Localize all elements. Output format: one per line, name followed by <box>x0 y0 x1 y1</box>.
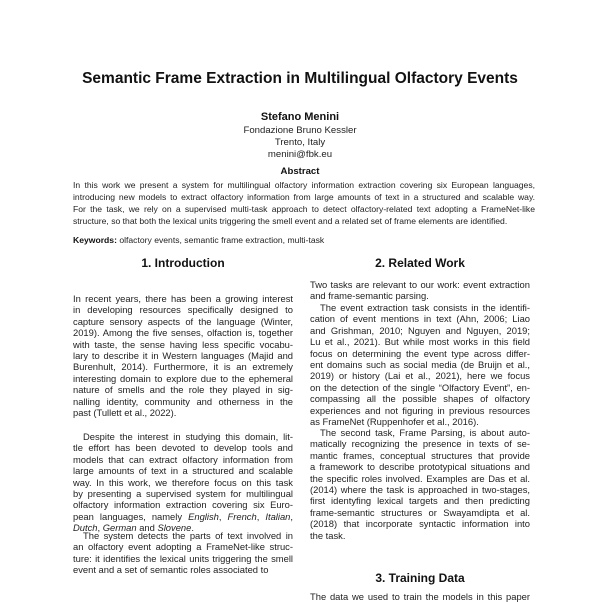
text-line: and Grishman, 2010; Nguyen and Nguyen, 2019; <box>310 324 530 336</box>
keywords-list: olfactory events, semantic frame extraction, multi-task <box>119 235 325 245</box>
text-line: models that can extract olfactory information from <box>73 453 293 465</box>
text-line: The second task, Frame Parsing, is about auto- <box>320 427 530 438</box>
author-name: Stefano Menini <box>260 111 340 123</box>
training-paragraph-1 <box>310 591 530 602</box>
intro-paragraph-1 <box>73 293 293 418</box>
text-line: tle effort has been devoted to develop tools and <box>73 442 293 454</box>
text-line: the task. <box>310 529 346 541</box>
text-line: ture: it identifies the lexical units triggering the smell <box>73 552 293 564</box>
text-line: past (Tullett et al., 2022). <box>73 406 177 418</box>
italic-term: German <box>102 522 137 534</box>
text-line: compassing all the possible shapes of olfactory <box>310 393 530 405</box>
text-line: a framework to describe prototypical situations and <box>310 461 530 473</box>
text-line: way. In this work, we therefore focus on this task <box>73 476 293 488</box>
text-line: pean languages, namely English, French, Italian, <box>73 510 293 522</box>
abstract-heading: Abstract <box>280 166 320 177</box>
text-line: event and a set of semantic roles associated to <box>73 564 269 576</box>
author-affiliation: Fondazione Bruno Kessler <box>243 125 357 136</box>
text-line: (2018) that incorporate syntactic information into <box>310 518 530 530</box>
text-line: The data we used to train the models in this paper <box>310 591 530 602</box>
text-line: first identyfing lexical targets and then predicting <box>310 495 530 507</box>
section-heading-related-work: 2. Related Work <box>375 256 465 270</box>
text-line: cation of event mentions in text (Ahn, 2006; Liao <box>310 313 530 325</box>
text-line: (2014) where the task is approached in two-stages, <box>310 483 530 495</box>
author-location: Trento, Italy <box>274 137 326 148</box>
intro-paragraph-3 <box>73 530 293 576</box>
text-line: matically recognizing the presence in texts of se- <box>310 438 530 450</box>
text-line: lary to describe it in Western languages (Majid and <box>73 349 293 361</box>
text-line: In recent years, there has been a growing interest <box>73 293 293 304</box>
section-heading-introduction: 1. Introduction <box>141 256 225 270</box>
text-line: Two tasks are relevant to our work: event extraction <box>310 279 530 290</box>
text-line: in developing resources specifically designed to <box>73 304 293 316</box>
text-line: with taste, the sense having less specific vocabu- <box>73 338 293 350</box>
text-line: Despite the interest in studying this domain, lit- <box>83 431 293 442</box>
keywords <box>73 235 324 245</box>
text-line: For the task, we rely on a supervised multi-task approach to detect olfactory-related text adopting a FrameNet-like <box>73 204 535 214</box>
text-line: an olfactory event adopting a FrameNet-like struc- <box>73 541 293 553</box>
italic-term: English <box>188 510 219 522</box>
text-line: large amounts of text in a structured and scalable <box>73 465 293 477</box>
related-paragraph-1 <box>310 279 530 302</box>
section-heading-training-data: 3. Training Data <box>375 571 465 585</box>
italic-term: Dutch <box>73 522 98 534</box>
italic-term: Slovene <box>157 522 192 534</box>
text-line: as FrameNet (Ruppenhofer et al., 2016). <box>310 415 479 427</box>
intro-paragraph-2 <box>73 431 293 534</box>
text-line: In this work we present a system for multilingual olfactory information extraction covering six European languages, <box>73 180 535 190</box>
text-line: experiences and not figuring in previous resources <box>310 404 530 416</box>
text-line: 2019). Among the five senses, olfaction is, together <box>73 327 293 339</box>
keywords-label: Keywords: <box>73 235 117 245</box>
text-line: and frame-semantic parsing. <box>310 290 429 302</box>
italic-term: French <box>227 510 257 522</box>
text-line: nature of smells and the role they played in sig- <box>73 384 293 396</box>
text-line: focus on determining the event type across differ- <box>310 347 530 359</box>
text-line: frame-semantic structures or Swayamdipta et al. <box>310 506 530 518</box>
abstract-text <box>73 179 535 227</box>
italic-term: Italian <box>265 510 291 522</box>
text-line: on the detection of the single “Olfactory Event”, en- <box>310 381 530 393</box>
text-line: olfactory information extraction covering six Euro- <box>73 499 293 511</box>
related-paragraph-2 <box>310 302 530 427</box>
related-paragraph-3 <box>310 427 530 541</box>
text-line: introducing new models to extract olfactory information from large amounts of text in a structured and scalable way. <box>73 192 535 202</box>
text-line: The event extraction task consists in the identifi- <box>320 302 530 313</box>
text-line: nalling identity, community and otherness in the <box>73 395 293 407</box>
text-line: 2019) or history (Lai et al., 2021), here we focus <box>310 370 530 382</box>
text-line: by presenting a supervised system for multilingual <box>73 487 293 499</box>
text-line: the specific roles involved. Examples are Das et al. <box>310 472 530 484</box>
text-line: Lu et al., 2021). But while most works in this field <box>310 336 530 348</box>
text-line: The system detects the parts of text involved in <box>83 530 293 541</box>
text-line: mantic frames, conceptual structures that provide <box>310 449 530 461</box>
text-line: ent domains such as social media (de Bruijn et al., <box>310 358 530 370</box>
text-line: interesting domain to explore due to the ephemeral <box>73 372 293 384</box>
text-line: structure, so that both the lexical units triggering the smell event and a related set of frame elements are identified. <box>73 216 508 226</box>
text-line: Burenhult, 2014). Furthermore, it is an extremely <box>73 361 293 373</box>
author-email: menini@fbk.eu <box>267 149 333 160</box>
paper-title: Semantic Frame Extraction in Multilingual Olfactory Events <box>82 70 518 87</box>
text-line: Dutch, German and Slovene. <box>73 522 194 534</box>
text-line: capture sensory aspects of the language (Winter, <box>73 315 293 327</box>
